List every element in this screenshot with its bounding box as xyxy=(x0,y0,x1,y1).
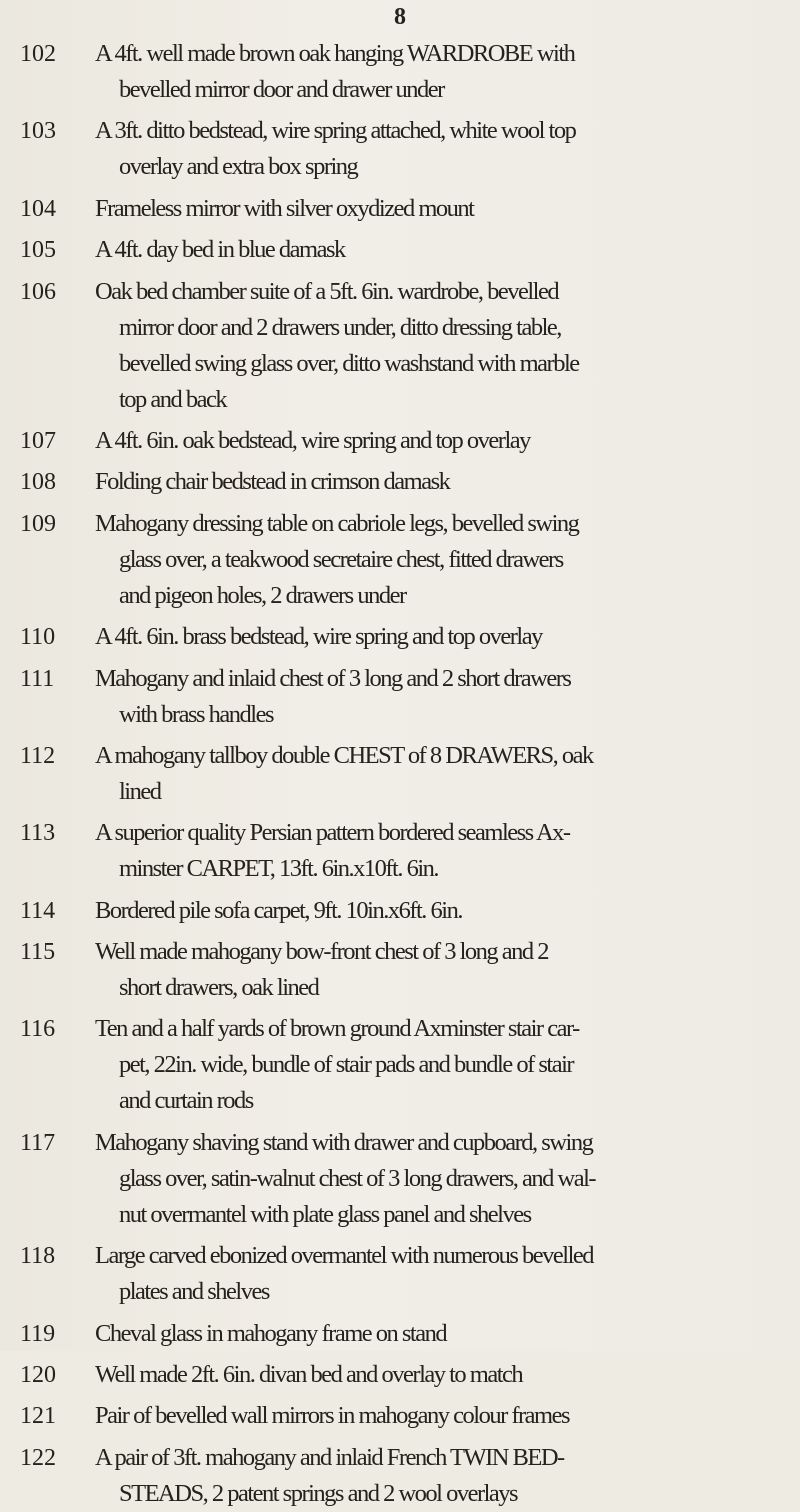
lot-description xyxy=(95,893,792,929)
lot-description-line: bevelled swing glass over, ditto washstand with marble xyxy=(119,349,579,377)
lot-description xyxy=(95,1357,792,1393)
lot-description xyxy=(95,815,792,887)
lot-entry xyxy=(0,1238,800,1310)
lot-number: 115 xyxy=(20,939,56,966)
lot-entry xyxy=(0,1440,800,1512)
lot-number: 113 xyxy=(20,820,56,847)
lot-number: 103 xyxy=(20,118,56,145)
lot-description-line: glass over, satin-walnut chest of 3 long drawers, and wal- xyxy=(119,1164,596,1192)
lot-description xyxy=(95,423,792,459)
lot-description xyxy=(95,619,792,655)
lot-description-line: lined xyxy=(119,777,161,805)
lot-description xyxy=(95,113,792,185)
lot-number: 117 xyxy=(20,1129,56,1156)
lot-description-line: Oak bed chamber suite of a 5ft. 6in. wardrobe, bevelled xyxy=(95,277,559,305)
lot-description xyxy=(95,232,792,268)
lot-number: 102 xyxy=(20,41,56,67)
lot-entry xyxy=(0,815,800,887)
lot-number: 118 xyxy=(20,1243,56,1270)
lot-description-line: nut overmantel with plate glass panel and shelves xyxy=(119,1200,531,1228)
lot-description-line: A 3ft. ditto bedstead, wire spring attached, white wool top xyxy=(95,117,576,145)
lot-entry xyxy=(0,191,800,227)
lot-number: 116 xyxy=(20,1016,56,1043)
lot-description-line: A pair of 3ft. mahogany and inlaid French TWIN BED- xyxy=(95,1443,564,1471)
lot-list xyxy=(0,36,800,1512)
lot-description xyxy=(95,1125,792,1233)
lot-description-line: Large carved ebonized overmantel with numerous bevelled xyxy=(95,1242,594,1270)
lot-description-line: glass over, a teakwood secretaire chest, fitted drawers xyxy=(119,545,563,573)
lot-entry xyxy=(0,1011,800,1119)
lot-description-line: Mahogany shaving stand with drawer and cupboard, swing xyxy=(95,1128,593,1156)
lot-description-line: A 4ft. well made brown oak hanging WARDROBE with xyxy=(95,40,575,67)
lot-number: 121 xyxy=(20,1403,56,1430)
lot-number: 108 xyxy=(20,469,56,496)
lot-description-line: short drawers, oak lined xyxy=(119,974,319,1002)
lot-description-line: top and back xyxy=(119,385,227,413)
lot-description-line: Ten and a half yards of brown ground Axminster stair car- xyxy=(95,1015,579,1043)
lot-entry xyxy=(0,423,800,459)
lot-description-line: minster CARPET, 13ft. 6in.x10ft. 6in. xyxy=(119,855,439,883)
lot-description-line: mirror door and 2 drawers under, ditto dressing table, xyxy=(119,313,561,341)
lot-entry xyxy=(0,661,800,733)
lot-description-line: and curtain rods xyxy=(119,1087,253,1115)
lot-description xyxy=(95,274,792,418)
lot-entry xyxy=(0,232,800,268)
lot-number: 112 xyxy=(20,742,56,769)
lot-description-line: Mahogany and inlaid chest of 3 long and 2 short drawers xyxy=(95,664,571,692)
lot-entry xyxy=(0,1316,800,1352)
lot-number: 107 xyxy=(20,427,56,454)
lot-entry xyxy=(0,934,800,1006)
lot-description-line: STEADS, 2 patent springs and 2 wool overlays xyxy=(119,1479,518,1507)
lot-description-line: pet, 22in. wide, bundle of stair pads and bundle of stair xyxy=(119,1051,574,1079)
lot-description-line: Pair of bevelled wall mirrors in mahogany colour frames xyxy=(95,1402,570,1430)
lot-description xyxy=(95,661,792,733)
lot-description-line: plates and shelves xyxy=(119,1278,269,1306)
lot-entry xyxy=(0,893,800,929)
lot-description xyxy=(95,191,792,227)
lot-number: 106 xyxy=(20,278,56,305)
lot-description-line: A 4ft. 6in. oak bedstead, wire spring and top overlay xyxy=(95,426,530,454)
lot-description-line: Mahogany dressing table on cabriole legs, bevelled swing xyxy=(95,509,579,537)
lot-number: 109 xyxy=(20,510,56,537)
lot-description xyxy=(95,1011,792,1119)
lot-description-line: overlay and extra box spring xyxy=(119,153,358,181)
page-number: 8 xyxy=(394,4,406,30)
lot-number: 105 xyxy=(20,237,56,264)
lot-number: 104 xyxy=(20,195,56,222)
lot-description xyxy=(95,1398,792,1434)
lot-description-line: Folding chair bedstead in crimson damask xyxy=(95,468,450,496)
lot-number: 114 xyxy=(20,897,56,924)
lot-entry xyxy=(0,738,800,810)
lot-entry xyxy=(0,1398,800,1434)
lot-number: 120 xyxy=(20,1362,56,1389)
lot-description xyxy=(95,36,792,108)
lot-description-line: A 4ft. 6in. brass bedstead, wire spring and top overlay xyxy=(95,623,542,651)
lot-entry xyxy=(0,113,800,185)
lot-entry xyxy=(0,506,800,614)
lot-description xyxy=(95,464,792,500)
lot-description-line: Frameless mirror with silver oxydized mount xyxy=(95,194,474,222)
lot-description xyxy=(95,738,792,810)
lot-number: 122 xyxy=(20,1444,56,1471)
lot-entry xyxy=(0,619,800,655)
lot-number: 119 xyxy=(20,1320,56,1347)
lot-number: 111 xyxy=(20,665,55,692)
lot-entry xyxy=(0,1357,800,1393)
lot-description-line: and pigeon holes, 2 drawers under xyxy=(119,581,406,609)
lot-entry xyxy=(0,464,800,500)
lot-entry xyxy=(0,274,800,418)
lot-description-line: A 4ft. day bed in blue damask xyxy=(95,236,345,264)
lot-entry xyxy=(0,36,800,108)
lot-description-line: A superior quality Persian pattern bordered seamless Ax- xyxy=(95,819,570,847)
lot-description-line: bevelled mirror door and drawer under xyxy=(119,76,444,103)
lot-entry xyxy=(0,1125,800,1233)
lot-description-line: Well made 2ft. 6in. divan bed and overlay to match xyxy=(95,1361,523,1389)
lot-description xyxy=(95,1238,792,1310)
lot-description-line: Bordered pile sofa carpet, 9ft. 10in.x6ft. 6in. xyxy=(95,896,462,924)
lot-description-line: Well made mahogany bow-front chest of 3 long and 2 xyxy=(95,938,549,966)
lot-number: 110 xyxy=(20,624,56,651)
lot-description xyxy=(95,1440,792,1512)
lot-description xyxy=(95,934,792,1006)
lot-description xyxy=(95,506,792,614)
lot-description-line: with brass handles xyxy=(119,700,273,728)
lot-description-line: A mahogany tallboy double CHEST of 8 DRAWERS, oak xyxy=(95,741,593,769)
lot-description-line: Cheval glass in mahogany frame on stand xyxy=(95,1319,447,1347)
lot-description xyxy=(95,1316,792,1352)
